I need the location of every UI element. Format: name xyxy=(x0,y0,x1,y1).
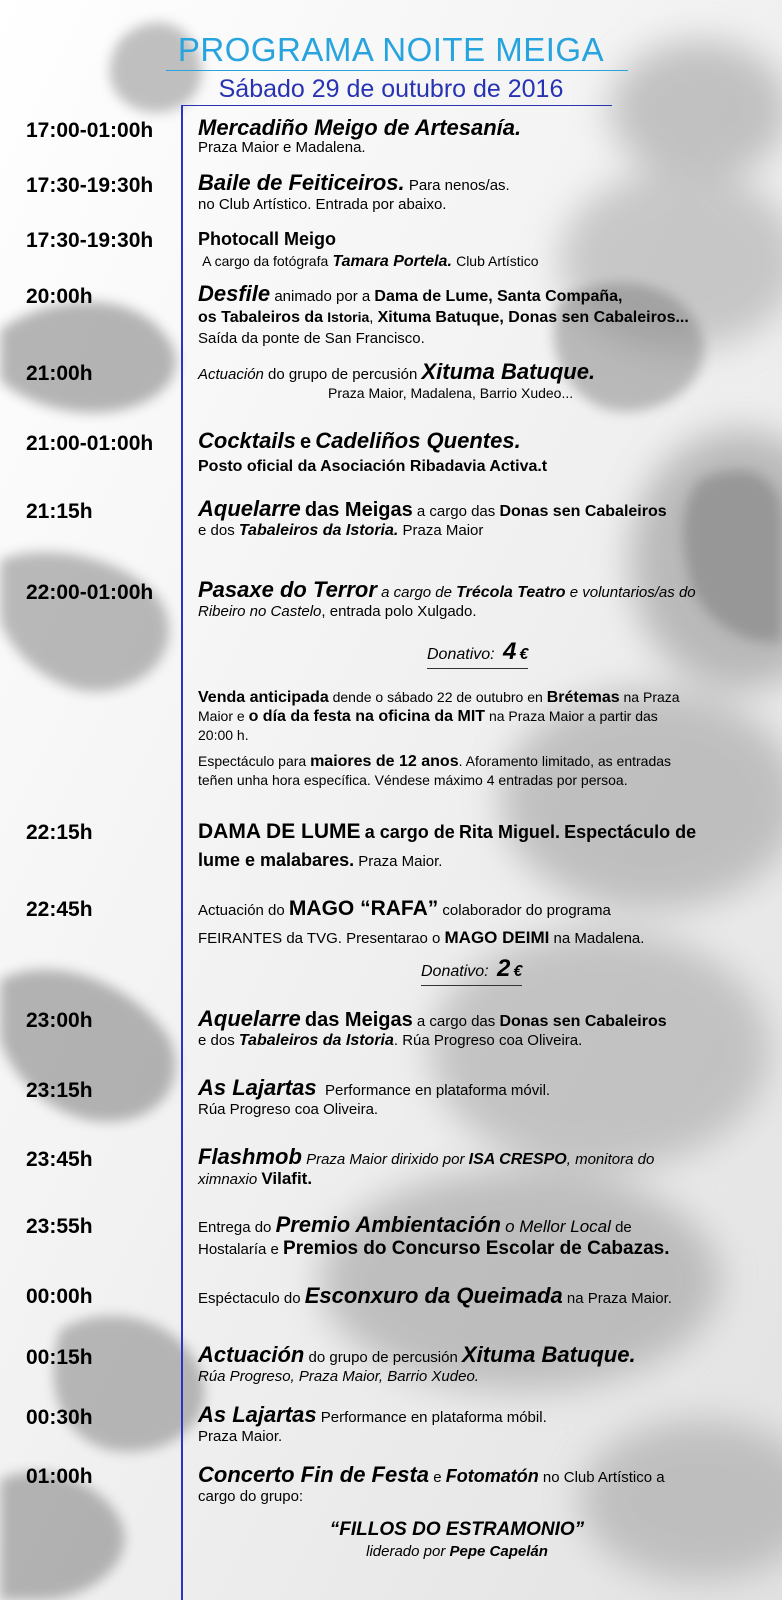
event-text: Performance en plataforma móbil. xyxy=(320,1409,547,1426)
event-name: MAGO DEIMI xyxy=(444,928,550,947)
event-title: Cadeliños Quentes. xyxy=(315,428,521,453)
event-place: no Club Artístico. Entrada por abaixo. xyxy=(198,196,447,213)
band-name: “FILLOS DO ESTRAMONIO” xyxy=(329,1519,585,1540)
event-names: , xyxy=(369,309,374,326)
event-line: Posto oficial da Asociación Ribadavia Activa.t xyxy=(198,458,548,475)
event-entry xyxy=(198,577,768,621)
event-place: Saída da ponte de San Francisco. xyxy=(198,330,425,347)
event-entry xyxy=(198,1402,768,1446)
donation-label: Donativo: xyxy=(427,646,495,663)
event-text: colaborador do programa xyxy=(442,902,611,919)
event-entry xyxy=(198,428,768,476)
event-place: Rúa Progreso coa Oliveira. xyxy=(198,1101,379,1118)
event-time: 22:15h xyxy=(26,821,93,844)
event-place: Praza Maior, Madalena, Barrio Xudeo... xyxy=(328,385,574,401)
event-text: a cargo das xyxy=(416,1013,496,1030)
event-text: animado por a xyxy=(274,288,371,305)
event-name: MAGO “RAFA” xyxy=(288,897,439,920)
event-text: no Club Artístico a xyxy=(542,1469,665,1486)
event-title: Baile de Feiticeiros. xyxy=(198,170,405,195)
event-time: 00:15h xyxy=(26,1346,93,1369)
event-text: Entrega do xyxy=(198,1219,272,1236)
event-text: Para nenos/as. xyxy=(408,177,510,194)
title-underline xyxy=(166,70,628,71)
event-title: As Lajartas xyxy=(198,1075,317,1100)
event-entry xyxy=(198,115,768,157)
event-text: ximnaxio xyxy=(198,1171,258,1188)
event-title: As Lajartas xyxy=(198,1402,317,1427)
event-text: de xyxy=(615,1219,632,1236)
event-entry xyxy=(198,1212,768,1259)
event-joiner: e xyxy=(433,1469,442,1486)
event-text: Club Artístico xyxy=(456,253,539,269)
event-title: Premios do Concurso Escolar de Cabazas. xyxy=(283,1238,670,1259)
page-title: PROGRAMA NOITE MEIGA xyxy=(177,31,605,68)
event-title: DAMA DE LUME xyxy=(198,820,361,843)
note-bold: o día da festa na oficina da MIT xyxy=(248,708,486,725)
event-place: , entrada polo Xulgado. xyxy=(321,603,477,620)
event-entry xyxy=(198,818,768,875)
donation-badge xyxy=(421,955,522,986)
donation-currency: € xyxy=(513,963,523,980)
event-time: 17:30-19:30h xyxy=(26,229,154,252)
event-entry xyxy=(198,1075,768,1119)
event-place: Praza Maior. xyxy=(198,1428,283,1445)
subtitle-underline xyxy=(182,105,612,106)
event-name: Tabaleiros da Istoria xyxy=(238,1032,394,1049)
note-bold: Brétemas xyxy=(546,689,620,706)
event-time: 21:00h xyxy=(26,362,93,385)
note-text: na Praza xyxy=(623,689,680,705)
note-text: Espectáculo para xyxy=(198,753,307,769)
note-text: na Praza Maior a partir das xyxy=(488,708,658,724)
event-time: 23:00h xyxy=(26,1009,93,1032)
event-name: Donas sen Cabaleiros xyxy=(499,503,667,520)
event-title: Photocall Meigo xyxy=(198,229,337,249)
event-entry xyxy=(198,496,768,540)
event-text: A cargo da fotógrafa xyxy=(202,253,329,269)
donation-amount: 4 xyxy=(503,638,517,665)
event-text: a cargo de xyxy=(381,584,452,601)
event-time: 23:15h xyxy=(26,1079,93,1102)
event-text: , monitora do xyxy=(566,1151,655,1168)
event-text: Performance en plataforma móvil. xyxy=(324,1082,551,1099)
note-bold: Venda anticipada xyxy=(198,689,329,706)
event-text: o Mellor Local xyxy=(505,1217,611,1236)
event-names: Istoria xyxy=(327,309,370,325)
event-entry xyxy=(198,1462,768,1506)
event-text: Actuación do xyxy=(198,902,285,919)
event-title: Pasaxe do Terror xyxy=(198,577,377,602)
event-title: Actuación xyxy=(198,1342,305,1367)
event-time: 23:45h xyxy=(26,1148,93,1171)
note-text: teñen unha hora específica. Véndese máximo 4 entradas por persoa. xyxy=(198,772,628,788)
event-title: Fotomatón xyxy=(445,1466,539,1486)
band-leader-label: liderado por xyxy=(366,1543,446,1560)
event-entry xyxy=(198,359,768,403)
event-text: a cargo de xyxy=(364,822,455,842)
event-place: Rúa Progreso, Praza Maior, Barrio Xudeo. xyxy=(198,1368,479,1385)
event-text: Espéctaculo do xyxy=(198,1290,301,1307)
event-time: 21:00-01:00h xyxy=(26,432,154,455)
event-names: Dama de Lume, Santa Compaña, xyxy=(374,288,623,305)
event-time: 00:00h xyxy=(26,1285,93,1308)
event-title: das Meigas xyxy=(304,499,413,521)
event-entry xyxy=(198,1342,768,1386)
donation-currency: € xyxy=(519,646,529,663)
event-text: na Praza Maior. xyxy=(566,1290,672,1307)
event-name: Xituma Batuque. xyxy=(421,359,596,384)
event-name: Rita Miguel. xyxy=(458,822,560,842)
event-text: do grupo de percusión xyxy=(308,1349,458,1366)
event-place: Praza Maior. xyxy=(358,853,443,870)
event-entry xyxy=(198,895,768,952)
page-subtitle: Sábado 29 de outubro de 2016 xyxy=(218,75,564,103)
event-place: Praza Maior xyxy=(402,522,484,539)
event-text: Hostalaría e xyxy=(198,1241,279,1258)
event-title: Flashmob xyxy=(198,1144,302,1169)
event-text: e dos xyxy=(198,1032,235,1049)
event-title: Concerto Fin de Festa xyxy=(198,1462,430,1487)
event-entry xyxy=(198,1144,768,1189)
event-text: do grupo de percusión xyxy=(268,366,418,383)
band-leader xyxy=(66,1543,782,1560)
event-text: Ribeiro no Castelo xyxy=(198,603,322,620)
note-text: dende o sábado 22 de outubro en xyxy=(332,689,543,705)
event-entry xyxy=(198,281,768,348)
event-time: 21:15h xyxy=(26,500,93,523)
event-title: Mercadiño Meigo de Artesanía. xyxy=(198,115,522,140)
donation-badge xyxy=(427,638,528,669)
event-name: ISA CRESPO xyxy=(468,1151,567,1168)
event-text: Actuación xyxy=(198,366,264,383)
event-entry xyxy=(198,1283,768,1308)
event-entry xyxy=(198,1006,768,1050)
event-time: 00:30h xyxy=(26,1406,93,1429)
note-bold: maiores de 12 anos xyxy=(310,753,459,770)
event-time: 23:55h xyxy=(26,1215,93,1238)
event-name: Vilafit. xyxy=(261,1169,313,1188)
event-entry xyxy=(198,230,768,271)
event-title: Aquelarre xyxy=(198,1006,301,1031)
event-time: 22:45h xyxy=(26,898,93,921)
age-note xyxy=(198,752,758,789)
event-name: Donas sen Cabaleiros xyxy=(499,1013,667,1030)
event-title: Desfile xyxy=(198,281,271,306)
band-leader-name: Pepe Capelán xyxy=(449,1543,548,1560)
note-text: . Aforamento limitado, as entradas xyxy=(458,753,672,769)
event-name: Tamara Portela. xyxy=(332,253,452,270)
event-text: a cargo das xyxy=(416,503,496,520)
event-title: Premio Ambientación xyxy=(275,1212,501,1237)
event-name: Xituma Batuque. xyxy=(461,1342,636,1367)
donation-label: Donativo: xyxy=(421,963,489,980)
event-time: 01:00h xyxy=(26,1465,93,1488)
event-place: . Rúa Progreso coa Oliveira. xyxy=(393,1032,583,1049)
event-title: Aquelarre xyxy=(198,496,301,521)
event-time: 22:00-01:00h xyxy=(26,581,154,604)
ticket-note xyxy=(198,688,758,744)
event-entry xyxy=(198,170,768,214)
event-joiner: e xyxy=(300,431,312,453)
event-title: Esconxuro da Queimada xyxy=(304,1283,563,1308)
event-time: 20:00h xyxy=(26,285,93,308)
donation-amount: 2 xyxy=(497,955,511,982)
timeline-divider xyxy=(181,105,183,1600)
event-text: cargo do grupo: xyxy=(198,1488,304,1505)
event-text: e voluntarios/as do xyxy=(569,584,696,601)
event-title: das Meigas xyxy=(304,1009,413,1031)
event-text: lume e malabares. xyxy=(198,850,355,870)
event-name: Trécola Teatro xyxy=(456,584,566,601)
event-title: Cocktails xyxy=(198,428,296,453)
event-text: Espectáculo de xyxy=(564,822,697,842)
event-text: na Madalena. xyxy=(553,930,645,947)
note-text: Maior e xyxy=(198,708,245,724)
note-text: 20:00 h. xyxy=(198,727,249,743)
event-text: FEIRANTES da TVG. Presentarao o xyxy=(198,930,441,947)
event-time: 17:00-01:00h xyxy=(26,119,154,142)
event-time: 17:30-19:30h xyxy=(26,174,154,197)
event-place: Praza Maior e Madalena. xyxy=(198,139,366,156)
event-names: Xituma Batuque, Donas sen Cabaleiros... xyxy=(377,309,689,326)
event-name: Tabaleiros da Istoria. xyxy=(238,522,399,539)
event-names: os Tabaleiros da xyxy=(198,309,324,326)
event-text: Praza Maior dirixido por xyxy=(306,1151,465,1168)
event-text: e dos xyxy=(198,522,235,539)
